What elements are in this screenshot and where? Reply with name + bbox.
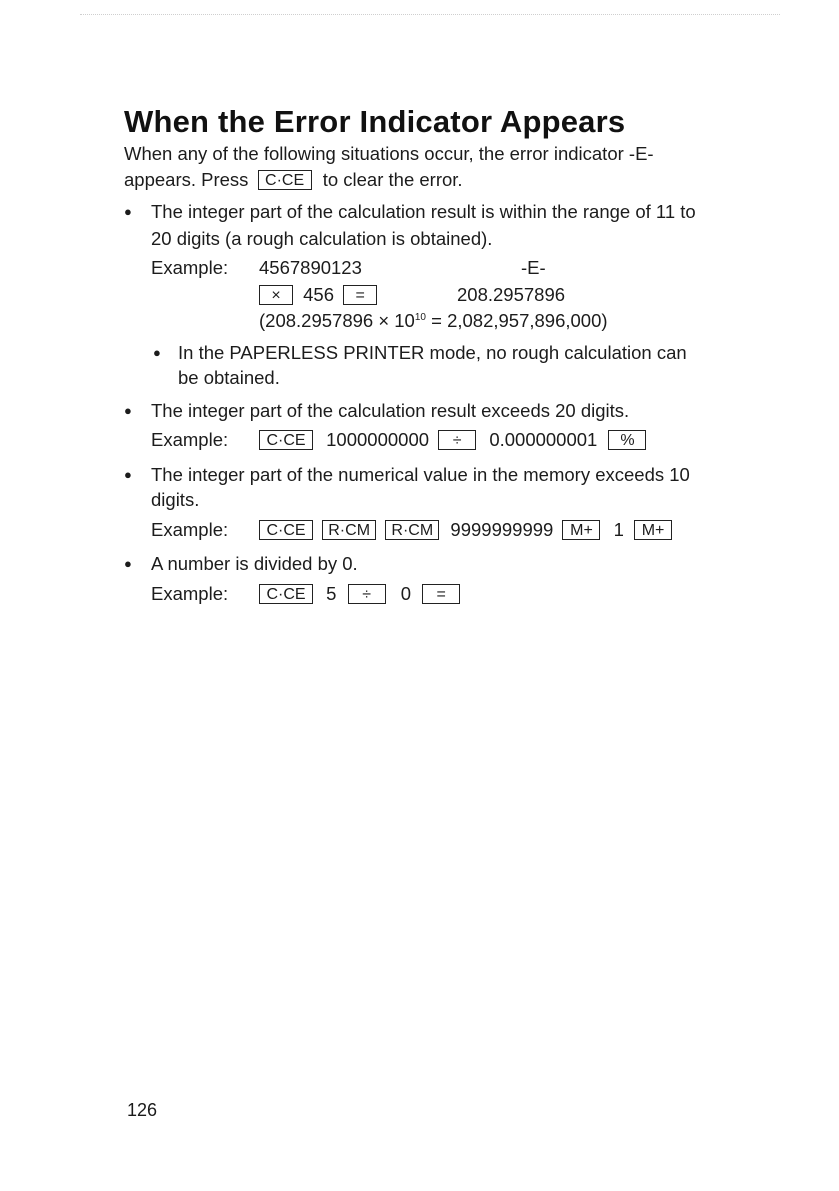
bullet-icon: ● <box>124 403 132 418</box>
section1-sub-line-2: be obtained. <box>178 367 280 388</box>
explanation-right: = 2,082,957,896,000) <box>425 310 608 331</box>
section1-example-row-2 <box>259 284 377 306</box>
intro-line-2 <box>124 169 463 191</box>
section2-example-label: Example: <box>151 429 229 450</box>
section3-value-2: 1 <box>613 519 624 540</box>
section4-value-1: 5 <box>326 583 337 604</box>
section2-line-1: The integer part of the calculation result exceeds 20 digits. <box>151 400 630 421</box>
c-ce-key: C·CE <box>259 430 313 450</box>
section3-value-1: 9999999999 <box>450 519 554 540</box>
section1-error-display: -E- <box>521 257 546 278</box>
section2-value-1: 1000000000 <box>326 429 430 450</box>
intro-text-before: appears. Press <box>124 169 249 190</box>
equals-key: = <box>422 584 460 604</box>
section1-sub-line-1: In the PAPERLESS PRINTER mode, no rough calculation can <box>178 342 687 363</box>
multiply-key: × <box>259 285 293 305</box>
percent-key: % <box>608 430 646 450</box>
section1-operand: 456 <box>303 284 335 305</box>
section2-value-2: 0.000000001 <box>489 429 598 450</box>
r-cm-key: R·CM <box>322 520 376 540</box>
c-ce-key: C·CE <box>259 520 313 540</box>
section4-example-label: Example: <box>151 583 229 604</box>
intro-line-1: When any of the following situations occur, the error indicator -E- <box>124 143 654 164</box>
section3-example-row <box>259 519 672 541</box>
section4-example-row <box>259 583 460 605</box>
section4-line-1: A number is divided by 0. <box>151 553 358 574</box>
r-cm-key: R·CM <box>385 520 439 540</box>
section1-line-2: 20 digits (a rough calculation is obtained). <box>151 228 493 249</box>
section1-example-label: Example: <box>151 257 229 278</box>
c-ce-key: C·CE <box>259 584 313 604</box>
divide-key: ÷ <box>348 584 386 604</box>
explanation-exponent: 10 <box>414 311 426 323</box>
explanation-left: (208.2957896 × 10 <box>259 310 415 331</box>
section1-result-display: 208.2957896 <box>457 284 566 305</box>
section2-example-row <box>259 429 646 451</box>
section4-value-2: 0 <box>400 583 412 604</box>
c-ce-key: C·CE <box>258 170 312 190</box>
sub-bullet-icon: ● <box>153 345 161 360</box>
section3-line-1: The integer part of the numerical value in the memory exceeds 10 <box>151 464 690 485</box>
m-plus-key: M+ <box>634 520 672 540</box>
top-scan-artifact <box>80 14 780 16</box>
intro-text-after: to clear the error. <box>322 169 463 190</box>
section1-explanation <box>259 310 608 332</box>
section3-example-label: Example: <box>151 519 229 540</box>
bullet-icon: ● <box>124 467 132 482</box>
m-plus-key: M+ <box>562 520 600 540</box>
section3-line-2: digits. <box>151 489 200 510</box>
equals-key: = <box>343 285 377 305</box>
section1-line-1: The integer part of the calculation result is within the range of 11 to <box>151 201 696 222</box>
bullet-icon: ● <box>124 204 132 219</box>
section1-input-value: 4567890123 <box>259 257 362 278</box>
divide-key: ÷ <box>438 430 476 450</box>
bullet-icon: ● <box>124 556 132 571</box>
page-number: 126 <box>127 1100 158 1120</box>
page-title: When the Error Indicator Appears <box>124 104 626 139</box>
